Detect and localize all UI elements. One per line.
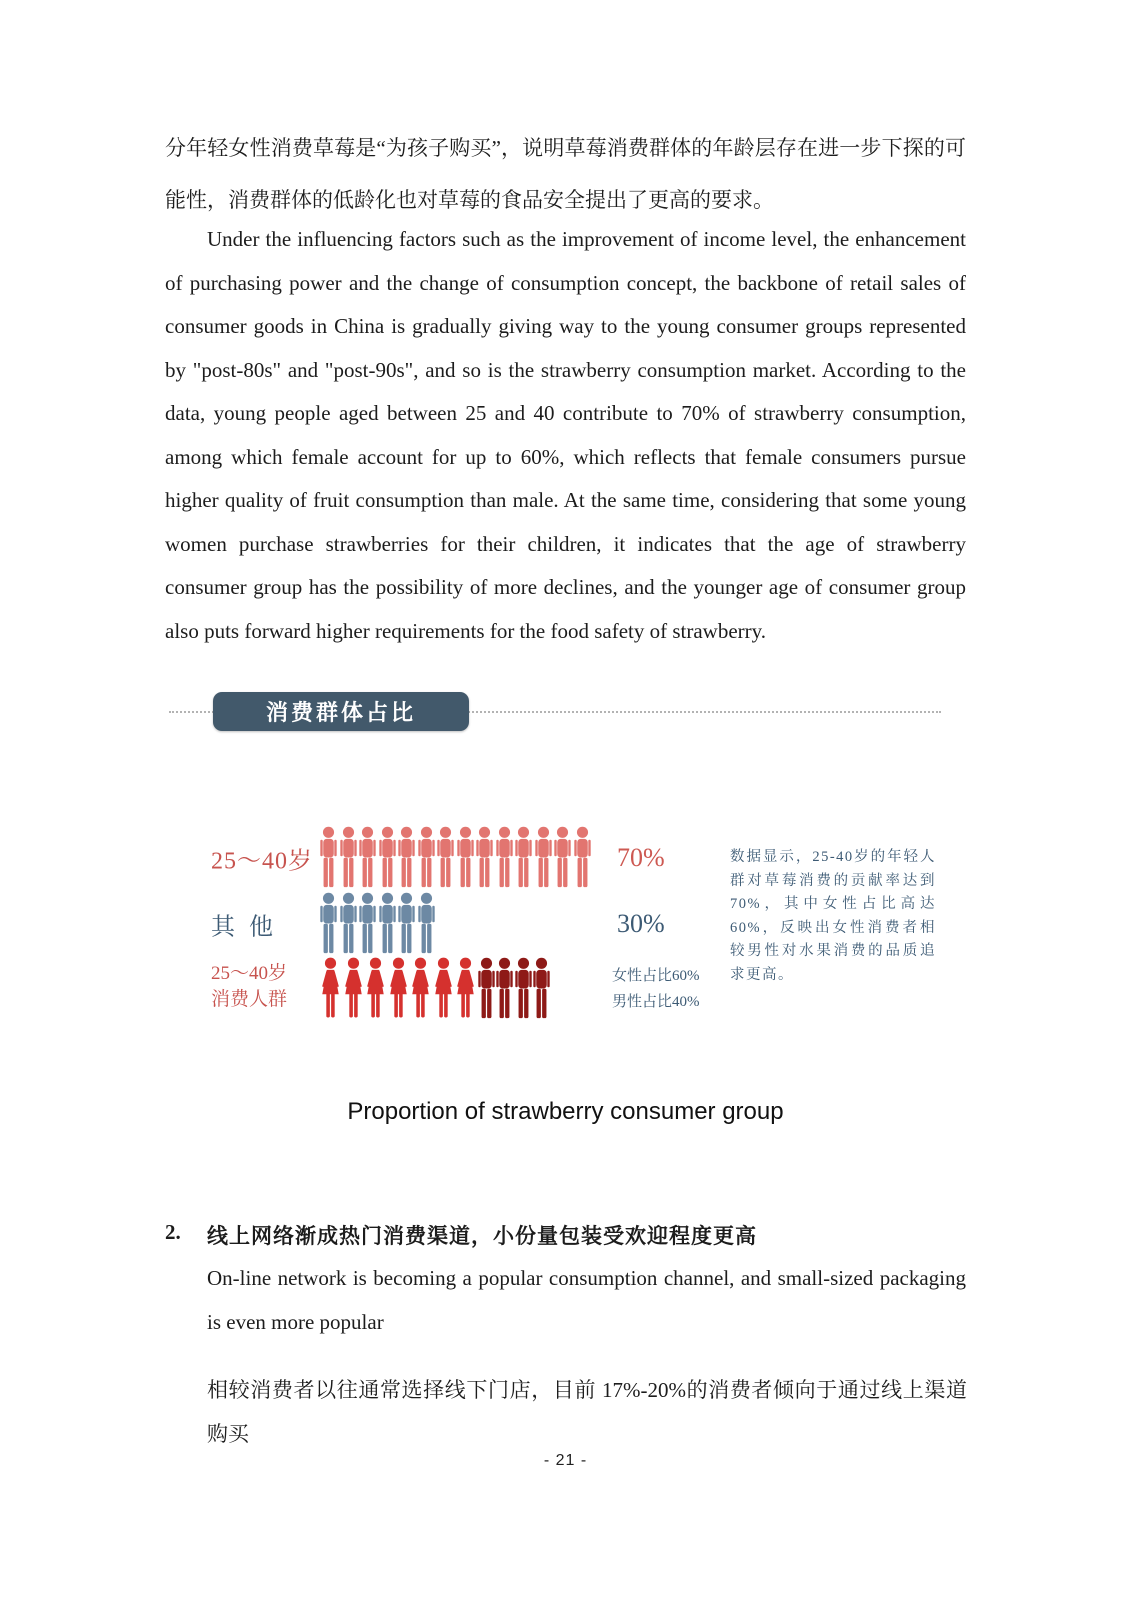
female-person-icon bbox=[410, 957, 431, 1019]
male-person-icon bbox=[418, 826, 435, 888]
consumer-proportion-figure bbox=[165, 690, 966, 1050]
female-person-icon bbox=[343, 957, 364, 1019]
paragraph-chinese-bottom: 相较消费者以往通常选择线下门店，目前 17%-20%的消费者倾向于通过线上渠道购买 bbox=[207, 1378, 967, 1446]
row-label: 其 他 bbox=[211, 914, 277, 941]
male-person-icon bbox=[379, 826, 396, 888]
page-number: - 21 - bbox=[543, 1452, 588, 1469]
female-person-icon bbox=[388, 957, 409, 1019]
male-person-icon bbox=[515, 957, 532, 1019]
section-2-heading bbox=[165, 1220, 966, 1250]
icon-row bbox=[320, 957, 550, 1019]
male-person-icon bbox=[379, 892, 396, 954]
female-share-label: 女性占比60% bbox=[612, 968, 700, 984]
row-value bbox=[612, 963, 700, 1015]
paragraph-chinese-intro: 分年轻女性消费草莓是“为孩子购买”，说明草莓消费群体的年龄层存在进一步下探的可能性，消费群体的低龄化也对草莓的食品安全提出了更高的要求。 bbox=[165, 136, 966, 212]
row-label: 25～40岁 bbox=[211, 848, 313, 875]
icon-row bbox=[320, 826, 591, 888]
female-person-icon bbox=[320, 957, 341, 1019]
male-person-icon bbox=[359, 826, 376, 888]
male-person-icon bbox=[398, 826, 415, 888]
section-heading-chinese: 线上网络渐成热门消费渠道，小份量包装受欢迎程度更高 bbox=[207, 1225, 757, 1248]
section-number: 2. bbox=[165, 1220, 181, 1244]
row-value: 30% bbox=[617, 909, 665, 938]
male-person-icon bbox=[437, 826, 454, 888]
female-person-icon bbox=[455, 957, 476, 1019]
row-label-line2: 消费人群 bbox=[211, 989, 288, 1010]
figure-title-badge: 消费群体占比 bbox=[213, 692, 469, 731]
male-person-icon bbox=[418, 892, 435, 954]
male-person-icon bbox=[535, 826, 552, 888]
male-share-label: 男性占比40% bbox=[612, 994, 700, 1010]
male-person-icon bbox=[340, 826, 357, 888]
male-person-icon bbox=[457, 826, 474, 888]
male-person-icon bbox=[398, 892, 415, 954]
figure-side-note: 数据显示，25-40岁的年轻人群对草莓消费的贡献率达到70%，其中女性占比高达60%，反映出女性消费者相较男性对水果消费的品质追求更高。 bbox=[730, 849, 936, 983]
row-label-line1: 25～40岁 bbox=[211, 963, 288, 984]
male-person-icon bbox=[359, 892, 376, 954]
figure-caption: Proportion of strawberry consumer group bbox=[347, 1098, 784, 1125]
row-value: 70% bbox=[617, 843, 665, 872]
row-label bbox=[211, 961, 287, 1013]
icon-row bbox=[320, 892, 435, 954]
paragraph-english-body: Under the influencing factors such as the improvement of income level, the enhancement of purchasing power and the change of consumption concept, the backbone of retail sales of consumer goods in China is gradually giving way to the young consumer groups represented by "post-80s" and "post-90s", and so is the strawberry consumption market. According to the data, young people aged between 25 and 40 contribute to 70% of strawberry consumption, among which female account for up to 60%, which reflects that female consumers pursue higher quality of fruit consumption than male. At the same time, considering that some young women purchase strawberries for their children, it indicates that the age of strawberry consumer group has the possibility of more declines, and the younger age of consumer group also puts forward higher requirements for the food safety of strawberry. bbox=[165, 227, 966, 643]
section-heading-english: On-line network is becoming a popular consumption channel, and small-sized packaging is even more popular bbox=[207, 1266, 966, 1334]
male-person-icon bbox=[515, 826, 532, 888]
male-person-icon bbox=[533, 957, 550, 1019]
male-person-icon bbox=[496, 826, 513, 888]
male-person-icon bbox=[478, 957, 495, 1019]
male-person-icon bbox=[320, 892, 337, 954]
male-person-icon bbox=[496, 957, 513, 1019]
female-person-icon bbox=[433, 957, 454, 1019]
male-person-icon bbox=[320, 826, 337, 888]
male-person-icon bbox=[476, 826, 493, 888]
male-person-icon bbox=[340, 892, 357, 954]
male-person-icon bbox=[574, 826, 591, 888]
female-person-icon bbox=[365, 957, 386, 1019]
male-person-icon bbox=[554, 826, 571, 888]
